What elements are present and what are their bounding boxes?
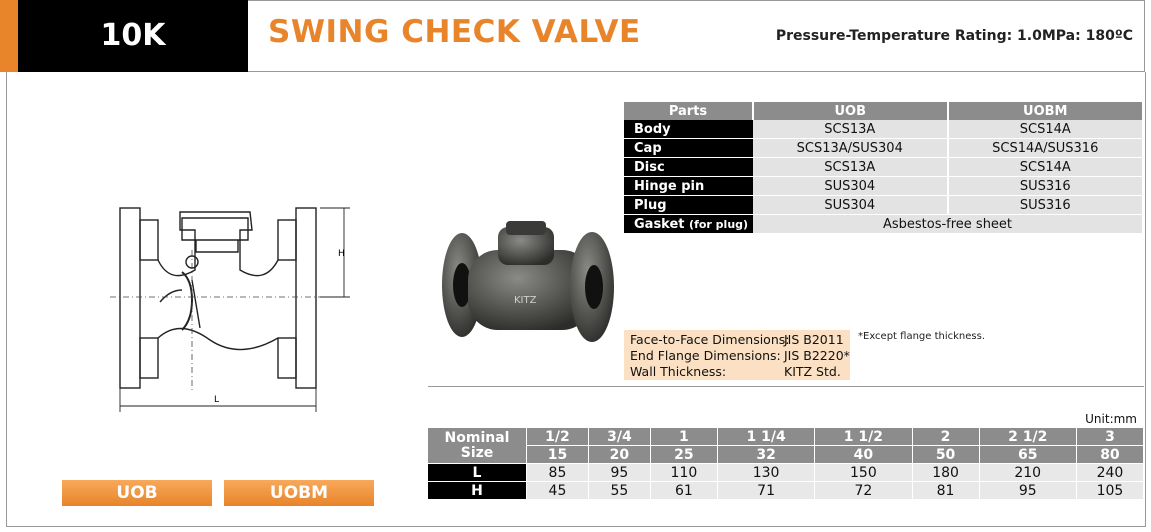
height-value: 105 (1076, 482, 1143, 500)
length-value: 210 (979, 464, 1076, 482)
row-label-l: L (428, 464, 527, 482)
size-mm: 80 (1076, 446, 1143, 464)
size-mm: 32 (717, 446, 814, 464)
size-inch: 2 1/2 (979, 428, 1076, 446)
size-mm: 15 (527, 446, 589, 464)
pressure-temperature-rating: Pressure-Temperature Rating: 1.0MPa: 180ºC (775, 28, 1133, 44)
height-value: 71 (717, 482, 814, 500)
size-mm: 20 (588, 446, 650, 464)
standard-label: End Flange Dimensions: (630, 348, 781, 363)
unit-label: Unit:mm (1085, 412, 1137, 426)
photo-marking: KITZ (514, 295, 537, 306)
flange-footnote: *Except flange thickness. (858, 331, 986, 342)
uobm-material: SCS14A/SUS316 (948, 139, 1143, 158)
row-label-h: H (428, 482, 527, 500)
nominal-size-header: Nominal Size (428, 428, 527, 464)
header-uobm: UOBM (948, 102, 1143, 120)
length-value: 150 (815, 464, 912, 482)
height-value: 61 (650, 482, 717, 500)
size-inch: 1 1/4 (717, 428, 814, 446)
part-name: Plug (624, 196, 753, 215)
uobm-material: SCS14A (948, 158, 1143, 177)
l-dimension-label: L (214, 395, 220, 405)
length-row (428, 464, 1144, 482)
model-uobm-button[interactable]: UOBM (224, 480, 374, 506)
size-inch: 1 1/2 (815, 428, 912, 446)
part-name (624, 215, 753, 234)
size-inch: 3 (1076, 428, 1143, 446)
height-value: 55 (588, 482, 650, 500)
length-value: 85 (527, 464, 589, 482)
size-mm: 65 (979, 446, 1076, 464)
gasket-material: Asbestos-free sheet (753, 215, 1142, 234)
uobm-material: SUS316 (948, 177, 1143, 196)
size-inch: 1/2 (527, 428, 589, 446)
height-value: 95 (979, 482, 1076, 500)
divider (428, 386, 1144, 387)
size-mm: 25 (650, 446, 717, 464)
standards-box (624, 330, 850, 380)
uobm-material: SCS14A (948, 120, 1143, 139)
materials-row (624, 158, 1142, 177)
nominal-inch-row (428, 428, 1144, 446)
page-header (0, 0, 1151, 72)
length-value: 130 (717, 464, 814, 482)
gasket-label: Gasket (634, 216, 685, 232)
size-inch: 2 (912, 428, 979, 446)
materials-row (624, 120, 1142, 139)
h-dimension-label: H (338, 249, 345, 259)
standard-value: JIS B2011 (784, 332, 844, 347)
valve-cross-section-drawing (100, 190, 380, 420)
height-value: 45 (527, 482, 589, 500)
part-name: Body (624, 120, 753, 139)
materials-row (624, 139, 1142, 158)
standard-label: Wall Thickness: (630, 364, 727, 379)
uob-material: SCS13A/SUS304 (753, 139, 948, 158)
part-name: Hinge pin (624, 177, 753, 196)
part-name: Disc (624, 158, 753, 177)
uob-material: SUS304 (753, 177, 948, 196)
nominal-mm-row (428, 446, 1144, 464)
valve-photo (440, 215, 620, 370)
length-value: 240 (1076, 464, 1143, 482)
size-inch: 3/4 (588, 428, 650, 446)
height-value: 72 (815, 482, 912, 500)
dimensions-table (428, 428, 1144, 500)
pressure-class-badge (0, 0, 248, 72)
materials-row (624, 177, 1142, 196)
uob-material: SCS13A (753, 120, 948, 139)
header-uob: UOB (753, 102, 948, 120)
standard-value: KITZ Std. (784, 364, 841, 379)
materials-row (624, 196, 1142, 215)
materials-row-gasket (624, 215, 1142, 234)
size-mm: 40 (815, 446, 912, 464)
gasket-note: (for plug) (689, 217, 749, 231)
uobm-material: SUS316 (948, 196, 1143, 215)
height-value: 81 (912, 482, 979, 500)
length-value: 180 (912, 464, 979, 482)
size-inch: 1 (650, 428, 717, 446)
materials-header-row (624, 102, 1142, 120)
pressure-class: 10K (100, 18, 166, 53)
uob-material: SCS13A (753, 158, 948, 177)
uob-material: SUS304 (753, 196, 948, 215)
standard-value: JIS B2220* (784, 348, 850, 363)
product-title: SWING CHECK VALVE (268, 14, 641, 50)
part-name: Cap (624, 139, 753, 158)
standard-label: Face-to-Face Dimensions: (630, 332, 790, 347)
accent-bar (0, 0, 18, 72)
height-row (428, 482, 1144, 500)
length-value: 110 (650, 464, 717, 482)
size-mm: 50 (912, 446, 979, 464)
materials-table (624, 102, 1142, 234)
length-value: 95 (588, 464, 650, 482)
model-uob-button[interactable]: UOB (62, 480, 212, 506)
header-parts: Parts (624, 102, 753, 120)
